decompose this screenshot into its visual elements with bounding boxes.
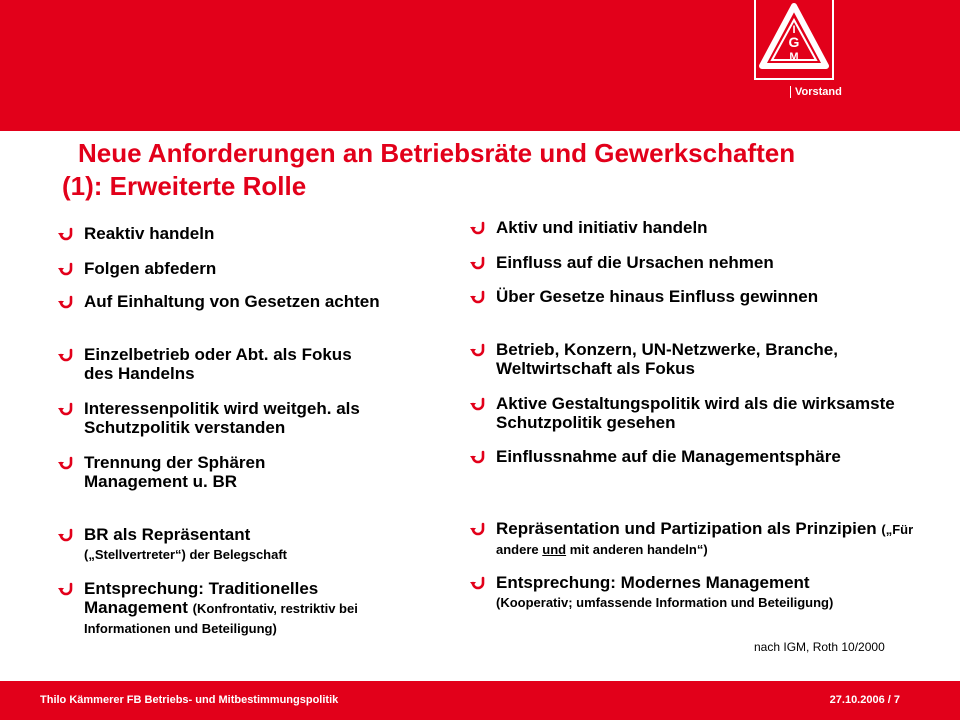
footer-date-page: 27.10.2006 / 7 bbox=[829, 694, 900, 706]
svg-text:I: I bbox=[792, 24, 796, 36]
footer-author: Thilo Kämmerer FB Betriebs- und Mitbestimmungspolitik bbox=[40, 694, 339, 706]
title-line-2: (1): Erweiterte Rolle bbox=[62, 171, 307, 201]
list-item bbox=[58, 525, 404, 564]
org-label: Vorstand bbox=[790, 86, 842, 98]
curved-arrow-bullet-icon bbox=[470, 521, 486, 537]
curved-arrow-bullet-icon bbox=[58, 401, 74, 417]
curved-arrow-bullet-icon bbox=[58, 347, 74, 363]
list-item bbox=[58, 579, 414, 638]
subtext-pre: („Für andere bbox=[496, 522, 914, 557]
item-text: BR als Repräsentant bbox=[84, 525, 251, 544]
list-item bbox=[470, 394, 916, 432]
curved-arrow-bullet-icon bbox=[58, 527, 74, 543]
subtext-post: mit anderen handeln“) bbox=[566, 542, 708, 557]
list-item bbox=[470, 218, 708, 237]
curved-arrow-bullet-icon bbox=[470, 342, 486, 358]
item-text: Folgen abfedern bbox=[84, 259, 217, 278]
item-text: Interessenpolitik wird weitgeh. als Schutzpolitik verstanden bbox=[84, 399, 360, 437]
svg-text:G: G bbox=[788, 34, 800, 50]
svg-text:M: M bbox=[789, 51, 799, 63]
item-text: Entsprechung: Modernes Management bbox=[496, 573, 810, 592]
item-text: Entsprechung: Traditionelles Management bbox=[84, 579, 319, 617]
curved-arrow-bullet-icon bbox=[470, 396, 486, 412]
logo-triangle-icon bbox=[756, 0, 832, 78]
item-subtext: (Konfrontativ, restriktiv bei Informationen und Beteiligung) bbox=[84, 601, 358, 636]
list-item bbox=[470, 519, 926, 559]
slide-title bbox=[62, 137, 960, 203]
item-text: Auf Einhaltung von Gesetzen achten bbox=[84, 292, 380, 311]
list-item bbox=[58, 224, 214, 243]
item-subtext: (Kooperativ; umfassende Information und Beteiligung) bbox=[496, 595, 834, 610]
curved-arrow-bullet-icon bbox=[470, 220, 486, 236]
title-line-1: Neue Anforderungen an Betriebsräte und Gewerkschaften bbox=[78, 138, 796, 168]
item-subtext: („Stellvertreter“) der Belegschaft bbox=[84, 547, 288, 562]
curved-arrow-bullet-icon bbox=[58, 261, 74, 277]
item-text: Reaktiv handeln bbox=[84, 224, 215, 243]
item-text: Aktiv und initiativ handeln bbox=[496, 218, 708, 237]
list-item bbox=[58, 345, 364, 383]
list-item bbox=[470, 287, 818, 306]
list-item bbox=[470, 447, 841, 466]
list-item bbox=[58, 453, 334, 491]
ig-metall-logo bbox=[754, 0, 834, 80]
list-item bbox=[58, 292, 384, 311]
item-text: Einfluss auf die Ursachen nehmen bbox=[496, 253, 774, 272]
item-text: Betrieb, Konzern, UN-Netzwerke, Branche, Weltwirtschaft als Fokus bbox=[496, 340, 838, 378]
curved-arrow-bullet-icon bbox=[470, 575, 486, 591]
list-item bbox=[58, 399, 404, 437]
footer-bar bbox=[0, 681, 960, 720]
item-text: Repräsentation und Partizipation als Prinzipien bbox=[496, 519, 877, 538]
curved-arrow-bullet-icon bbox=[470, 255, 486, 271]
subtext-underlined: und bbox=[542, 542, 567, 557]
curved-arrow-bullet-icon bbox=[58, 581, 74, 597]
curved-arrow-bullet-icon bbox=[470, 289, 486, 305]
list-item bbox=[58, 259, 216, 278]
item-text: Über Gesetze hinaus Einfluss gewinnen bbox=[496, 287, 819, 306]
list-item bbox=[470, 573, 936, 612]
curved-arrow-bullet-icon bbox=[58, 455, 74, 471]
item-text: Aktive Gestaltungspolitik wird als die wirksamste Schutzpolitik gesehen bbox=[496, 394, 895, 432]
item-text: Einflussnahme auf die Managementsphäre bbox=[496, 447, 841, 466]
curved-arrow-bullet-icon bbox=[58, 226, 74, 242]
item-text: Einzelbetrieb oder Abt. als Fokus des Handelns bbox=[84, 345, 352, 383]
list-item bbox=[470, 253, 774, 272]
list-item bbox=[470, 340, 936, 378]
source-note: nach IGM, Roth 10/2000 bbox=[754, 640, 885, 654]
curved-arrow-bullet-icon bbox=[58, 294, 74, 310]
header-bar bbox=[0, 0, 960, 131]
curved-arrow-bullet-icon bbox=[470, 449, 486, 465]
item-text: Trennung der Sphären Management u. BR bbox=[84, 453, 266, 491]
